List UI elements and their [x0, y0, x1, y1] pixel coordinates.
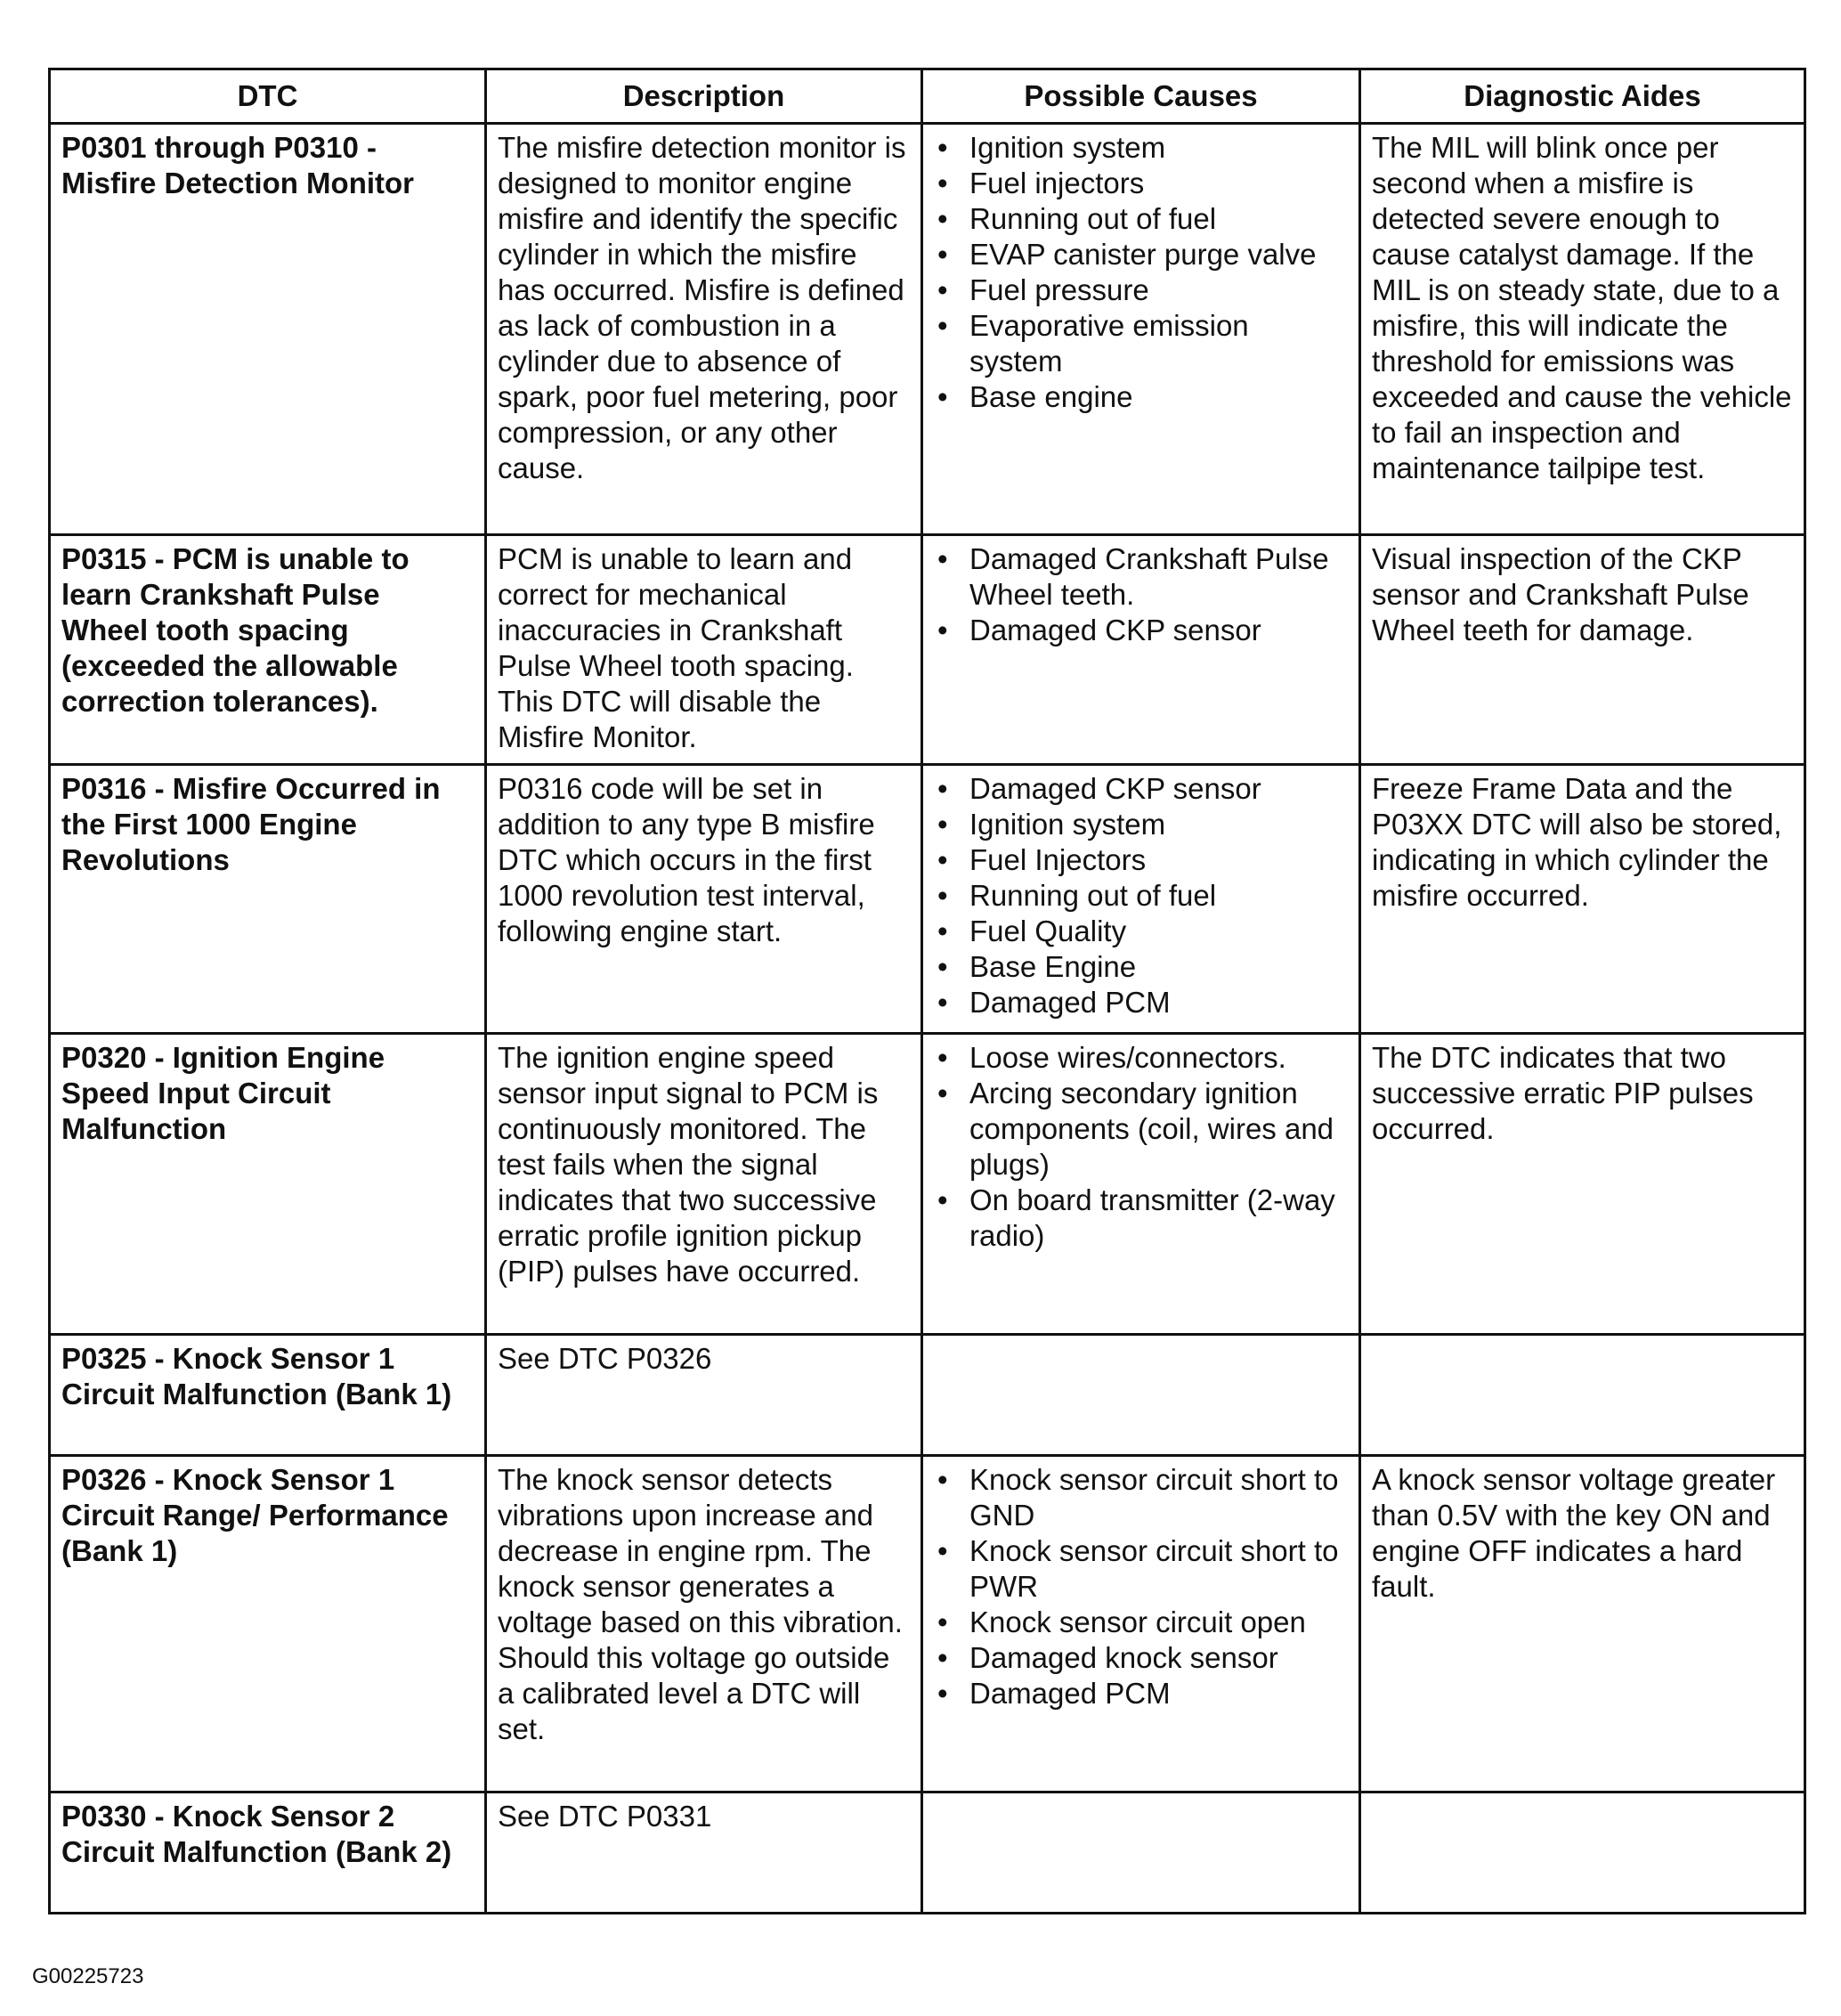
bullet-icon: •	[937, 986, 948, 1019]
table-row	[50, 535, 1805, 765]
bullet-icon: •	[937, 1183, 948, 1216]
diagnostic-aides: The DTC indicates that two successive erratic PIP pulses occurred.	[1360, 1034, 1805, 1335]
causes-list	[934, 1462, 1348, 1711]
cause-item: • EVAP canister purge valve	[937, 238, 1317, 271]
dtc-code: P0301 through P0310 - Misfire Detection Monitor	[50, 124, 486, 535]
bullet-icon: •	[937, 1534, 948, 1567]
bullet-icon: •	[937, 238, 948, 271]
table-row	[50, 124, 1805, 535]
header-row	[50, 69, 1805, 124]
dtc-code: P0325 - Knock Sensor 1 Circuit Malfunction (Bank 1)	[50, 1335, 486, 1456]
cause-item: • Damaged Crankshaft Pulse Wheel teeth.	[937, 542, 1329, 611]
possible-causes	[922, 1034, 1360, 1335]
cause-item: • Running out of fuel	[937, 879, 1217, 912]
bullet-icon: •	[937, 843, 948, 876]
bullet-icon: •	[937, 1605, 948, 1638]
bullet-icon: •	[937, 614, 948, 646]
cause-item: • Arcing secondary ignition components (coil, wires and plugs)	[937, 1077, 1334, 1181]
bullet-icon: •	[937, 1463, 948, 1496]
cause-item: • Fuel Quality	[937, 915, 1127, 947]
possible-causes	[922, 124, 1360, 535]
cause-item: • Damaged PCM	[937, 986, 1171, 1019]
bullet-icon: •	[937, 1041, 948, 1074]
dtc-code: P0330 - Knock Sensor 2 Circuit Malfunction (Bank 2)	[50, 1792, 486, 1914]
dtc-table	[48, 68, 1806, 1914]
cause-item: • Knock sensor circuit short to PWR	[937, 1534, 1339, 1603]
diagnostic-aides: Freeze Frame Data and the P03XX DTC will also be stored, indicating in which cylinder the misfire occurred.	[1360, 765, 1805, 1034]
bullet-icon: •	[937, 542, 948, 575]
table-row	[50, 1034, 1805, 1335]
cause-item: • Base engine	[937, 380, 1133, 413]
bullet-icon: •	[937, 131, 948, 164]
bullet-icon: •	[937, 273, 948, 306]
bullet-icon: •	[937, 808, 948, 841]
header-possible-causes: Possible Causes	[922, 69, 1360, 124]
cause-item: • Damaged CKP sensor	[937, 614, 1261, 646]
bullet-icon: •	[937, 167, 948, 199]
diagnostic-aides: The MIL will blink once per second when a misfire is detected severe enough to cause catalyst damage. If the MIL is on steady state, due to a misfire, this will indicate the threshold for emissions was exceeded and cause the vehicle to fail an inspection and maintenance tailpipe test.	[1360, 124, 1805, 535]
dtc-description: The knock sensor detects vibrations upon increase and decrease in engine rpm. The knock sensor generates a voltage based on this vibration. Should this voltage go outside a calibrated level a DTC will set.	[486, 1456, 922, 1792]
figure-id: G00225723	[32, 1964, 144, 1988]
bullet-icon: •	[937, 1677, 948, 1710]
dtc-description: The misfire detection monitor is designed to monitor engine misfire and identify the specific cylinder in which the misfire has occurred. Misfire is defined as lack of combustion in a cylinder due to absence of spark, poor fuel metering, poor compression, or any other cause.	[486, 124, 922, 535]
dtc-description: The ignition engine speed sensor input signal to PCM is continuously monitored. The test fails when the signal indicates that two successive erratic profile ignition pickup (PIP) pulses have occurred.	[486, 1034, 922, 1335]
table-row	[50, 765, 1805, 1034]
dtc-description: PCM is unable to learn and correct for mechanical inaccuracies in Crankshaft Pulse Wheel tooth spacing. This DTC will disable the Misfire Monitor.	[486, 535, 922, 765]
possible-causes	[922, 1335, 1360, 1456]
dtc-code: P0315 - PCM is unable to learn Crankshaft Pulse Wheel tooth spacing (exceeded the allowable correction tolerances).	[50, 535, 486, 765]
cause-item: • Knock sensor circuit short to GND	[937, 1463, 1339, 1532]
cause-item: • Fuel Injectors	[937, 843, 1147, 876]
table-body	[50, 124, 1805, 1914]
bullet-icon: •	[937, 950, 948, 983]
diagnostic-aides	[1360, 1335, 1805, 1456]
cause-item: • Evaporative emission system	[937, 309, 1249, 378]
table-row	[50, 1456, 1805, 1792]
cause-item: • Base Engine	[937, 950, 1137, 983]
header-description: Description	[486, 69, 922, 124]
cause-item: • Running out of fuel	[937, 202, 1217, 235]
possible-causes	[922, 535, 1360, 765]
cause-item: • On board transmitter (2-way radio)	[937, 1183, 1335, 1252]
header-dtc: DTC	[50, 69, 486, 124]
table-row	[50, 1792, 1805, 1914]
cause-item: • Knock sensor circuit open	[937, 1605, 1306, 1638]
bullet-icon: •	[937, 309, 948, 342]
bullet-icon: •	[937, 1641, 948, 1674]
diagnostic-aides	[1360, 1792, 1805, 1914]
cause-item: • Damaged knock sensor	[937, 1641, 1278, 1674]
diagnostic-aides: Visual inspection of the CKP sensor and Crankshaft Pulse Wheel teeth for damage.	[1360, 535, 1805, 765]
diagnostic-aides: A knock sensor voltage greater than 0.5V with the key ON and engine OFF indicates a hard fault.	[1360, 1456, 1805, 1792]
causes-list	[934, 541, 1348, 648]
cause-item: • Damaged CKP sensor	[937, 772, 1261, 805]
cause-item: • Ignition system	[937, 808, 1166, 841]
cause-item: • Fuel injectors	[937, 167, 1145, 199]
cause-item: • Damaged PCM	[937, 1677, 1171, 1710]
dtc-description: See DTC P0326	[486, 1335, 922, 1456]
bullet-icon: •	[937, 879, 948, 912]
table-row	[50, 1335, 1805, 1456]
cause-item: • Ignition system	[937, 131, 1166, 164]
possible-causes	[922, 765, 1360, 1034]
bullet-icon: •	[937, 1077, 948, 1110]
dtc-code: P0326 - Knock Sensor 1 Circuit Range/ Performance (Bank 1)	[50, 1456, 486, 1792]
causes-list	[934, 130, 1348, 415]
cause-item: • Fuel pressure	[937, 273, 1149, 306]
dtc-description: See DTC P0331	[486, 1792, 922, 1914]
cause-item: • Loose wires/connectors.	[937, 1041, 1286, 1074]
bullet-icon: •	[937, 380, 948, 413]
header-diagnostic-aides: Diagnostic Aides	[1360, 69, 1805, 124]
dtc-description: P0316 code will be set in addition to any type B misfire DTC which occurs in the first 1000 revolution test interval, following engine start.	[486, 765, 922, 1034]
possible-causes	[922, 1792, 1360, 1914]
bullet-icon: •	[937, 915, 948, 947]
bullet-icon: •	[937, 202, 948, 235]
dtc-code: P0316 - Misfire Occurred in the First 1000 Engine Revolutions	[50, 765, 486, 1034]
bullet-icon: •	[937, 772, 948, 805]
possible-causes	[922, 1456, 1360, 1792]
causes-list	[934, 771, 1348, 1020]
causes-list	[934, 1040, 1348, 1254]
dtc-code: P0320 - Ignition Engine Speed Input Circuit Malfunction	[50, 1034, 486, 1335]
